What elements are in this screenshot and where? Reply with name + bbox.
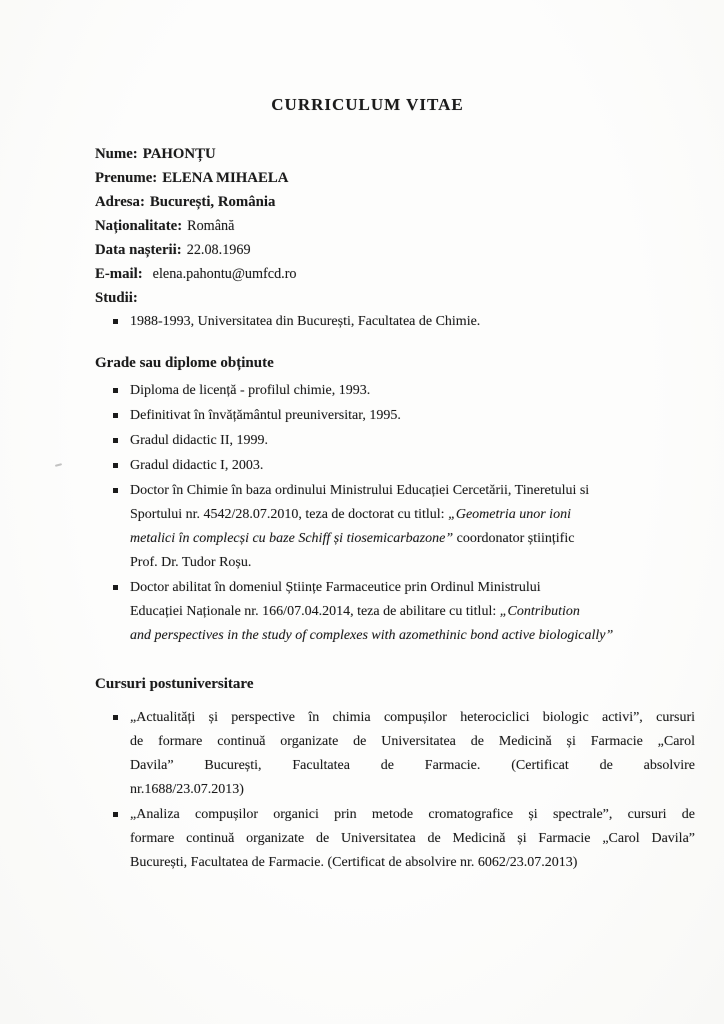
info-value: PAHONȚU (142, 146, 216, 162)
info-field-adresa (95, 190, 695, 214)
info-field-prenume (95, 166, 695, 190)
section-heading-studii: Studii: (95, 290, 138, 306)
info-field-email (95, 262, 695, 286)
list-item-text: Gradul didactic I, 2003. (130, 458, 264, 473)
list-item (95, 454, 695, 478)
info-field-data-nasterii (95, 238, 695, 262)
thesis-title-italic: „Contribution (499, 604, 580, 619)
bullet-marker (113, 585, 118, 590)
list-item-text: formare continuă organizate de Universitatea de Medicină și Farmacie „Carol Davila” (130, 831, 695, 846)
list-item-text: „Actualități și perspective în chimia compușilor heterociclici biologic activi”, cursuri (130, 710, 695, 725)
bullet-marker (113, 388, 118, 393)
list-item-text: Definitivat în învățământul preuniversitar, 1995. (130, 408, 401, 423)
info-label: Adresa: (95, 194, 145, 210)
list-item-text: Gradul didactic II, 1999. (130, 433, 269, 448)
list-item-text: Educației Naționale nr. 166/07.04.2014, teza de abilitare cu titlul: „Contribution (130, 604, 580, 619)
bullet-marker (113, 319, 118, 324)
bullet-marker (113, 413, 118, 418)
info-label: Prenume: (95, 170, 158, 186)
list-item-text (130, 624, 695, 648)
list-item-text: București, Facultatea de Farmacie. (Certificat de absolvire nr. 6062/23.07.2013) (130, 855, 578, 870)
info-value: București, România (149, 194, 276, 210)
thesis-title-italic: and perspectives in the study of complexes with azomethinic bond active biologically” (130, 628, 614, 643)
list-item-course-2 (95, 803, 695, 875)
list-item-text: metalici în complecși cu baze Schiff și tiosemicarbazone” coordonator științific (130, 531, 575, 546)
list-item-doctor-thesis (95, 479, 695, 575)
list-item (95, 429, 695, 453)
document-title: CURRICULUM VITAE (271, 95, 464, 114)
info-label: Nume: (95, 146, 138, 162)
info-label: E-mail: (95, 266, 143, 282)
thesis-title-italic: „Geometria unor ioni (448, 507, 571, 522)
list-item-text: „Analiza compușilor organici prin metode cromatografice și spectrale”, cursuri de (130, 807, 695, 822)
studii-list (95, 310, 695, 334)
info-field-nationalitate (95, 214, 695, 238)
bullet-marker (113, 715, 118, 720)
bullet-marker (113, 438, 118, 443)
info-value: 22.08.1969 (186, 242, 251, 258)
info-value: ELENA MIHAELA (162, 170, 289, 186)
list-item-text: de formare continuă organizate de Universitatea de Medicină și Farmacie „Carol (130, 734, 695, 749)
list-item-habilitation-thesis (95, 576, 695, 648)
bullet-marker (113, 812, 118, 817)
thesis-title-italic: metalici în complecși cu baze Schiff și tiosemicarbazone” (130, 531, 454, 546)
info-value: Română (187, 218, 235, 234)
list-item (95, 404, 695, 428)
list-item-text: Doctor în Chimie în baza ordinului Ministrului Educației Cercetării, Tineretului si (130, 483, 590, 498)
list-item-text: 1988-1993, Universitatea din București, Facultatea de Chimie. (130, 314, 481, 329)
section-heading-cursuri: Cursuri postuniversitare (95, 676, 254, 692)
personal-info-block (95, 142, 695, 310)
list-item-text: Diploma de licență - profilul chimie, 1993. (130, 383, 371, 398)
list-item-text: Sportului nr. 4542/28.07.2010, teza de doctorat cu titlul: „Geometria unor ioni (130, 507, 571, 522)
list-item-text: Doctor abilitat în domeniul Științe Farmaceutice prin Ordinul Ministrului (130, 580, 541, 595)
bullet-marker (113, 488, 118, 493)
list-item-text: nr.1688/23.07.2013) (130, 782, 244, 797)
info-label: Data nașterii: (95, 242, 182, 258)
list-item (95, 310, 695, 334)
grade-list (95, 379, 695, 648)
info-value: elena.pahontu@umfcd.ro (152, 266, 297, 282)
section-heading-grade: Grade sau diplome obținute (95, 355, 274, 371)
list-item (95, 379, 695, 403)
cv-content (95, 93, 695, 876)
info-field-nume (95, 142, 695, 166)
cursuri-list (95, 706, 695, 875)
scan-artifact (55, 463, 62, 467)
list-item-course-1 (95, 706, 695, 802)
list-item-text: Davila” București, Facultatea de Farmacie. (Certificat de absolvire (130, 758, 695, 773)
info-label: Naționalitate: (95, 218, 183, 234)
list-item-text: Prof. Dr. Tudor Roșu. (130, 555, 252, 570)
bullet-marker (113, 463, 118, 468)
